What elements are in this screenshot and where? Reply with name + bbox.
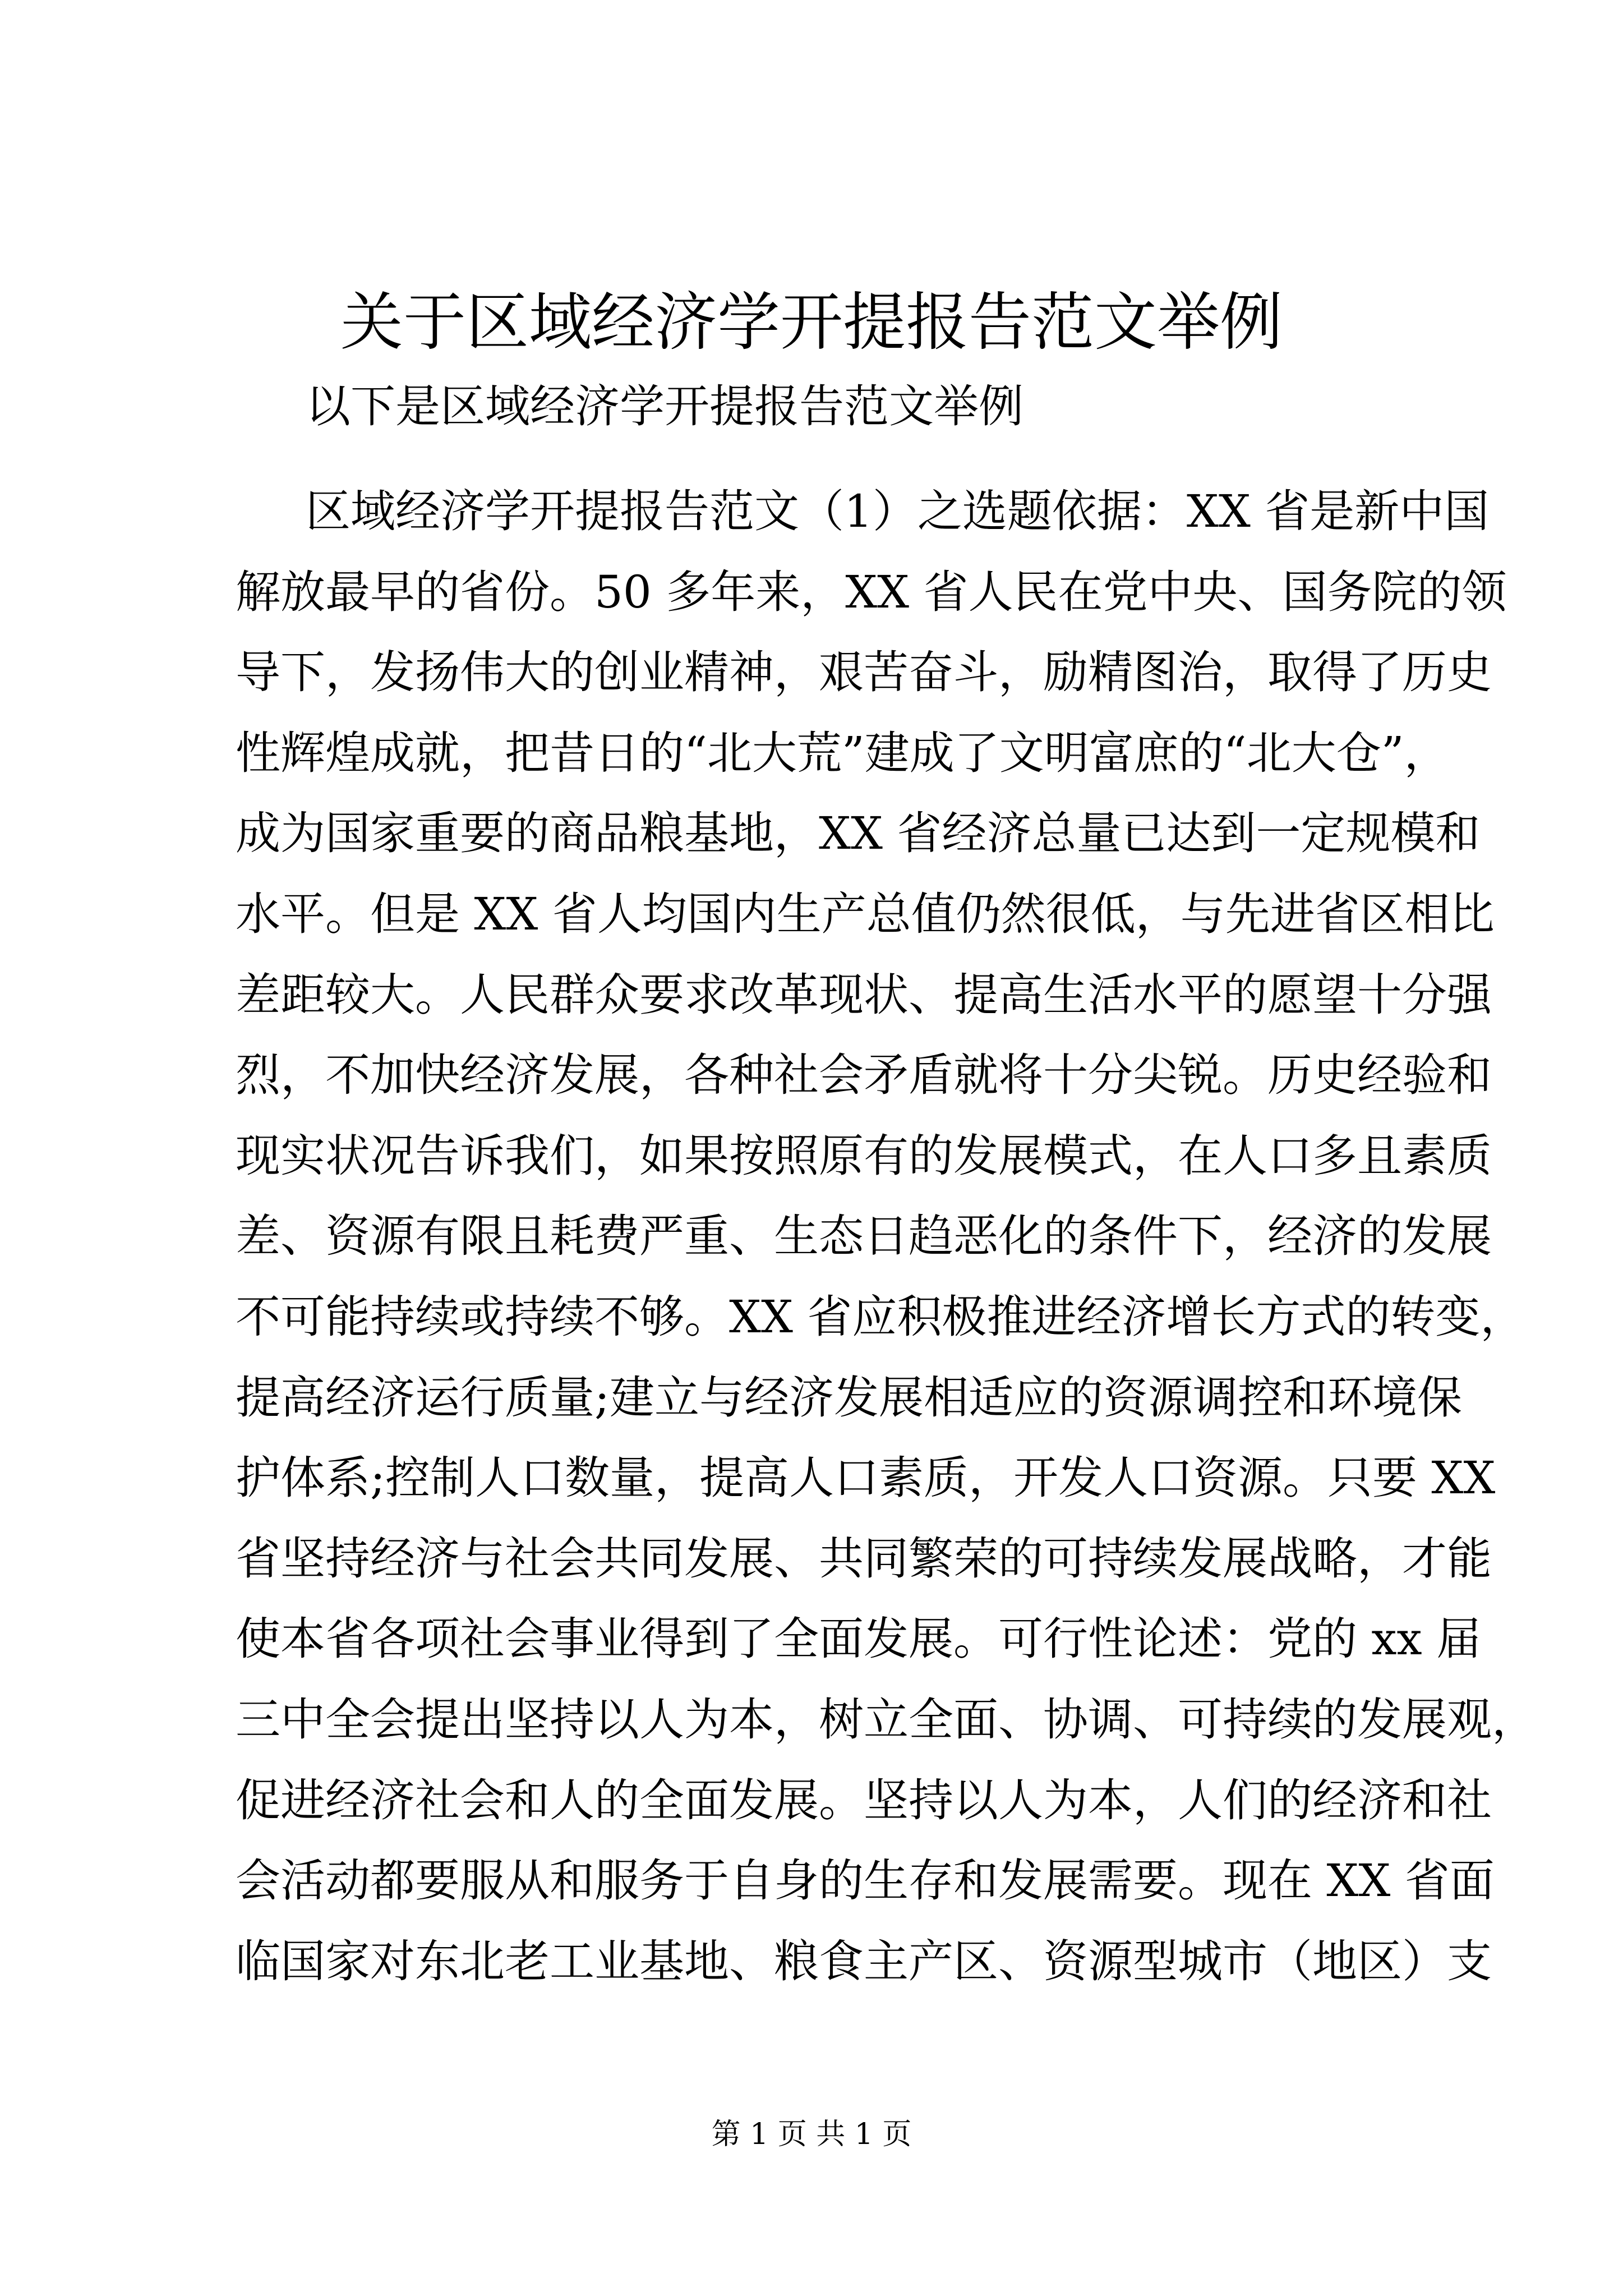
intro-paragraph: 以下是区域经济学开提报告范文举例	[306, 380, 1023, 432]
body-line: 使本省各项社会事业得到了全面发展。可行性论述：党的 xx 届	[236, 1613, 1482, 1665]
body-line: 促进经济社会和人的全面发展。坚持以人为本，人们的经济和社	[236, 1774, 1492, 1826]
body-line: 成为国家重要的商品粮基地，XX 省经济总量已达到一定规模和	[236, 807, 1481, 860]
body-line: 水平。但是 XX 省人均国内生产总值仍然很低，与先进省区相比	[236, 887, 1495, 940]
body-line: 区域经济学开提报告范文（1）之选题依据：XX 省是新中国	[306, 485, 1490, 537]
body-line: 性辉煌成就，把昔日的“北大荒”建成了文明富庶的“北大仓”，	[236, 726, 1449, 779]
page-footer: 第 1 页 共 1 页	[711, 2118, 912, 2151]
body-line: 不可能持续或持续不够。XX 省应积极推进经济增长方式的转变，	[236, 1290, 1525, 1343]
body-line: 烈，不加快经济发展，各种社会矛盾就将十分尖锐。历史经验和	[236, 1049, 1492, 1102]
body-line: 现实状况告诉我们，如果按照原有的发展模式，在人口多且素质	[236, 1129, 1492, 1182]
body-line: 差距较大。人民群众要求改革现状、提高生活水平的愿望十分强	[236, 968, 1492, 1021]
body-line: 导下，发扬伟大的创业精神，艰苦奋斗，励精图治，取得了历史	[236, 646, 1492, 699]
body-line: 会活动都要服从和服务于自身的生存和发展需要。现在 XX 省面	[236, 1855, 1495, 1907]
document-title: 关于区域经济学开提报告范文举例	[340, 286, 1283, 359]
body-line: 提高经济运行质量;建立与经济发展相适应的资源调控和环境保	[236, 1371, 1462, 1424]
body-paragraph	[236, 471, 1537, 2001]
body-line: 护体系;控制人口数量，提高人口素质，开发人口资源。只要 XX	[236, 1452, 1496, 1504]
body-line: 省坚持经济与社会共同发展、共同繁荣的可持续发展战略，才能	[236, 1532, 1492, 1585]
body-line: 三中全会提出坚持以人为本，树立全面、协调、可持续的发展观，	[236, 1693, 1537, 1746]
body-line: 解放最早的省份。50 多年来，XX 省人民在党中央、国务院的领	[236, 565, 1507, 618]
body-line: 临国家对东北老工业基地、粮食主产区、资源型城市（地区）支	[236, 1935, 1492, 1987]
body-line: 差、资源有限且耗费严重、生态日趋恶化的条件下，经济的发展	[236, 1210, 1492, 1263]
